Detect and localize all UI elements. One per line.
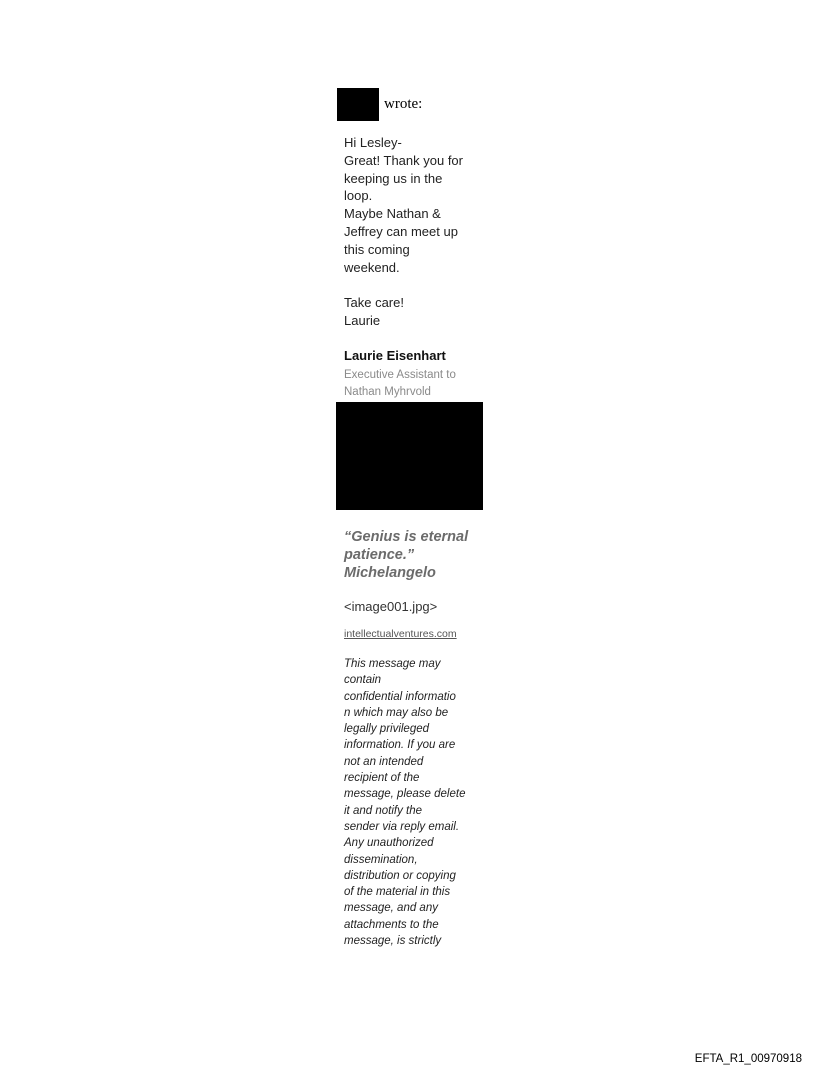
quote-line: Michelangelo xyxy=(344,565,436,581)
message-line: Take care! xyxy=(344,295,404,311)
confidentiality-disclaimer xyxy=(344,656,479,949)
message-line: Maybe Nathan & xyxy=(344,206,441,222)
disclaimer-line: This message may xyxy=(344,658,441,670)
disclaimer-line: dissemination, xyxy=(344,853,418,866)
signature-quote xyxy=(344,528,484,582)
disclaimer-line: information. If you are xyxy=(344,739,456,752)
disclaimer-line: of the material in this xyxy=(344,886,451,899)
disclaimer-line: confidential informatio xyxy=(344,690,456,703)
quote-line: “Genius is eternal xyxy=(344,529,469,545)
disclaimer-line: attachments to the xyxy=(344,918,439,931)
message-line xyxy=(344,276,479,294)
redaction-block-sender xyxy=(337,88,379,121)
image-attachment-placeholder: <image001.jpg> xyxy=(344,599,438,614)
message-line: Laurie xyxy=(344,312,381,328)
disclaimer-line: message, and any xyxy=(344,902,438,915)
redaction-block-logo xyxy=(336,402,483,510)
bates-number: EFTA_R1_00970918 xyxy=(694,1053,802,1065)
disclaimer-line: not an intended xyxy=(344,755,424,768)
message-line: loop. xyxy=(344,188,373,204)
disclaimer-line: message, please delete xyxy=(344,788,466,801)
disclaimer-line: it and notify the xyxy=(344,804,422,817)
disclaimer-line: contain xyxy=(344,674,382,687)
signature-title xyxy=(344,367,456,401)
disclaimer-line: sender via reply email. xyxy=(344,820,460,833)
message-line: Hi Lesley- xyxy=(344,135,402,150)
signature-title-line: Executive Assistant to xyxy=(344,369,456,381)
disclaimer-line: recipient of the xyxy=(344,772,420,785)
quote-line: patience.” xyxy=(344,547,415,563)
message-line: this coming xyxy=(344,241,410,257)
disclaimer-line: message, is strictly xyxy=(344,935,442,948)
website-link[interactable]: intellectualventures.com xyxy=(344,628,457,640)
message-line: keeping us in the xyxy=(344,170,443,186)
disclaimer-line: legally privileged xyxy=(344,723,430,736)
message-line: Great! Thank you for xyxy=(344,152,463,168)
signature-title-line: Nathan Myhrvold xyxy=(344,386,431,398)
message-line: weekend. xyxy=(344,259,400,275)
message-body xyxy=(344,134,479,330)
disclaimer-line: Any unauthorized xyxy=(344,837,434,850)
disclaimer-line: n which may also be xyxy=(344,706,449,719)
wrote-label: wrote: xyxy=(384,96,423,112)
signature-name: Laurie Eisenhart xyxy=(344,348,446,363)
disclaimer-line: distribution or copying xyxy=(344,869,456,882)
message-line: Jeffrey can meet up xyxy=(344,223,458,239)
